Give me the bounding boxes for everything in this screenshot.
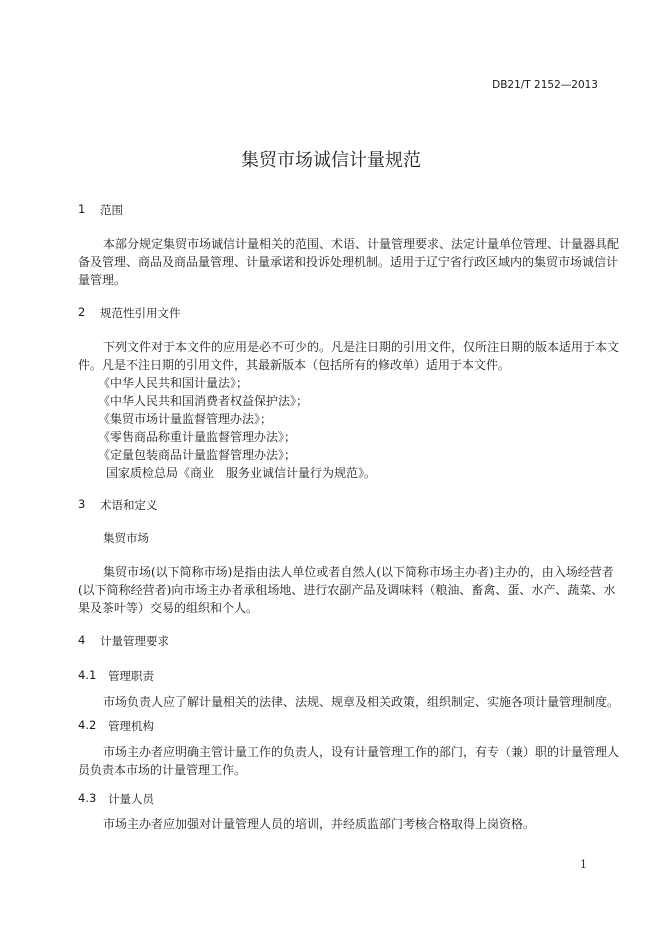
reference-item: 《定量包装商品计量监督管理办法》；	[98, 448, 297, 462]
reference-item: 《集贸市场计量监督管理办法》；	[98, 412, 273, 426]
subsection-4-3-heading: 计量人员	[108, 792, 154, 806]
reference-item: 《中华人民共和国计量法》；	[98, 376, 249, 390]
section-1-text-line: 量管理。	[78, 273, 127, 287]
reference-item: 《中华人民共和国消费者权益保护法》；	[98, 394, 309, 408]
section-1-number: 1	[78, 202, 86, 216]
subsection-4-2-heading: 管理机构	[108, 719, 154, 733]
reference-item: 《零售商品称重计量监督管理办法》；	[98, 430, 297, 444]
section-2-number: 2	[78, 305, 86, 319]
reference-item: 国家质检总局《商业 服务业诚信计量行为规范》。	[106, 466, 377, 480]
subsection-4-2-text-line: 员负责本市场的计量管理工作。	[78, 763, 247, 777]
subsection-4-2-number: 4.2	[78, 718, 97, 732]
section-1-text-line: 本部分规定集贸市场诚信计量相关的范围、术语、计量管理要求、法定计量单位管理、计量器具配	[103, 237, 620, 251]
subsection-4-1-text-line: 市场负责人应了解计量相关的法律、法规、规章及相关政策，组织制定、实施各项计量管理制度。	[103, 695, 620, 709]
subsection-4-3-text-line: 市场主办者应加强对计量管理人员的培训，并经质监部门考核合格取得上岗资格。	[103, 817, 536, 831]
section-1-heading: 范围	[100, 203, 123, 217]
page-title: 集贸市场诚信计量规范	[241, 150, 421, 171]
section-2-heading: 规范性引用文件	[100, 306, 181, 320]
section-1-text-line: 备及管理、商品及商品量管理、计量承诺和投诉处理机制。适用于辽宁省行政区域内的集贸市场诚信计	[78, 255, 619, 269]
section-2-text-line: 件。凡是不注日期的引用文件，其最新版本（包括所有的修改单）适用于本文件。	[78, 358, 511, 372]
section-4-heading: 计量管理要求	[100, 634, 169, 648]
section-3-text-line: (以下简称经营者)向市场主办者承租场地、进行农副产品及调味料（粮油、畜禽、蛋、水产、蔬菜、水	[78, 583, 616, 597]
document-code: DB21/T 2152—2013	[492, 79, 598, 91]
term-heading: 集贸市场	[103, 531, 149, 545]
section-2-text-line: 下列文件对于本文件的应用是必不可少的。凡是注日期的引用文件，仅所注日期的版本适用于本文	[103, 340, 620, 354]
subsection-4-1-number: 4.1	[78, 668, 97, 682]
section-3-number: 3	[78, 497, 86, 511]
subsection-4-3-number: 4.3	[78, 791, 97, 805]
subsection-4-2-text-line: 市场主办者应明确主管计量工作的负责人，设有计量管理工作的部门，有专（兼）职的计量管理人	[103, 745, 620, 759]
section-3-text-line: 果及茶叶等）交易的组织和个人。	[78, 601, 259, 615]
page-number: 1	[580, 858, 587, 871]
section-3-text-line: 集贸市场(以下简称市场)是指由法人单位或者自然人(以下简称市场主办者)主办的，由入场经营者	[103, 565, 614, 579]
section-4-number: 4	[78, 633, 86, 647]
subsection-4-1-heading: 管理职责	[108, 669, 154, 683]
section-3-heading: 术语和定义	[100, 498, 158, 512]
